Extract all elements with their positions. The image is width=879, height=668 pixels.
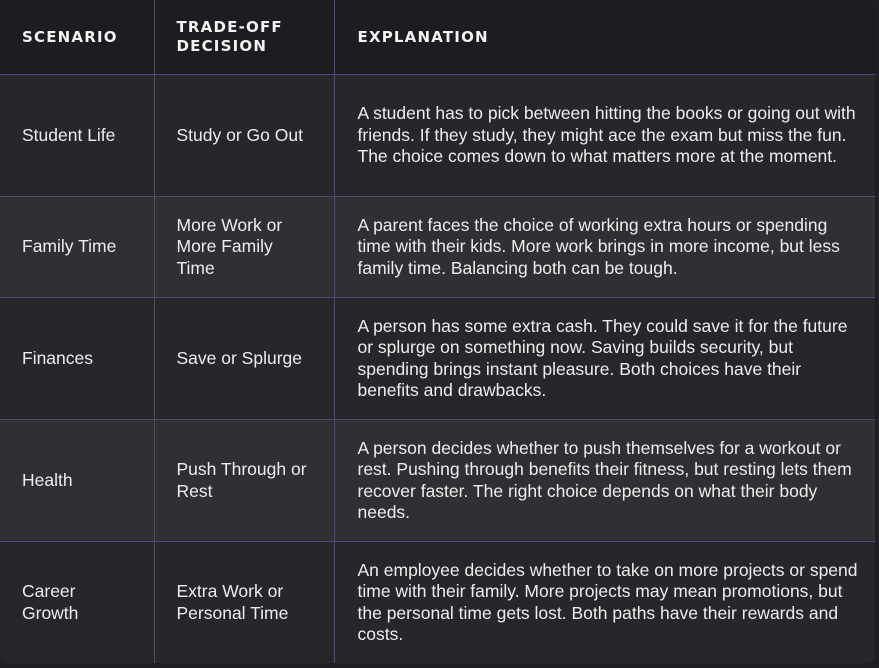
explanation-cell: An employee decides whether to take on more projects or spend time with their family. More projects may mean promotions, but the personal time gets lost. Both paths have their rewards and costs. — [334, 542, 875, 664]
table-row — [0, 298, 875, 420]
decision-cell: More Work or More Family Time — [154, 197, 334, 298]
header-explanation: EXPLANATION — [334, 0, 875, 75]
header-scenario: SCENARIO — [0, 0, 154, 75]
explanation-cell: A parent faces the choice of working extra hours or spending time with their kids. More work brings in more income, but less family time. Balancing both can be tough. — [334, 197, 875, 298]
explanation-cell: A person has some extra cash. They could save it for the future or splurge on something now. Saving builds security, but spending brings instant pleasure. Both choices have their benefits and drawbacks. — [334, 298, 875, 420]
table-row — [0, 542, 875, 664]
scenario-cell: Career Growth — [0, 542, 154, 664]
table-row — [0, 420, 875, 542]
explanation-cell: A student has to pick between hitting the books or going out with friends. If they study, they might ace the exam but miss the fun. The choice comes down to what matters more at the moment. — [334, 75, 875, 197]
scenario-cell: Family Time — [0, 197, 154, 298]
table-row — [0, 197, 875, 298]
header-trade-off-decision: TRADE-OFF DECISION — [154, 0, 334, 75]
explanation-cell: A person decides whether to push themselves for a workout or rest. Pushing through benefits their fitness, but resting lets them recover faster. The right choice depends on what their body needs. — [334, 420, 875, 542]
scenario-cell: Finances — [0, 298, 154, 420]
table-header-row — [0, 0, 875, 75]
decision-cell: Save or Splurge — [154, 298, 334, 420]
decision-cell: Push Through or Rest — [154, 420, 334, 542]
scenario-cell: Health — [0, 420, 154, 542]
decision-cell: Study or Go Out — [154, 75, 334, 197]
table-row — [0, 75, 875, 197]
decision-cell: Extra Work or Personal Time — [154, 542, 334, 664]
scenario-cell: Student Life — [0, 75, 154, 197]
